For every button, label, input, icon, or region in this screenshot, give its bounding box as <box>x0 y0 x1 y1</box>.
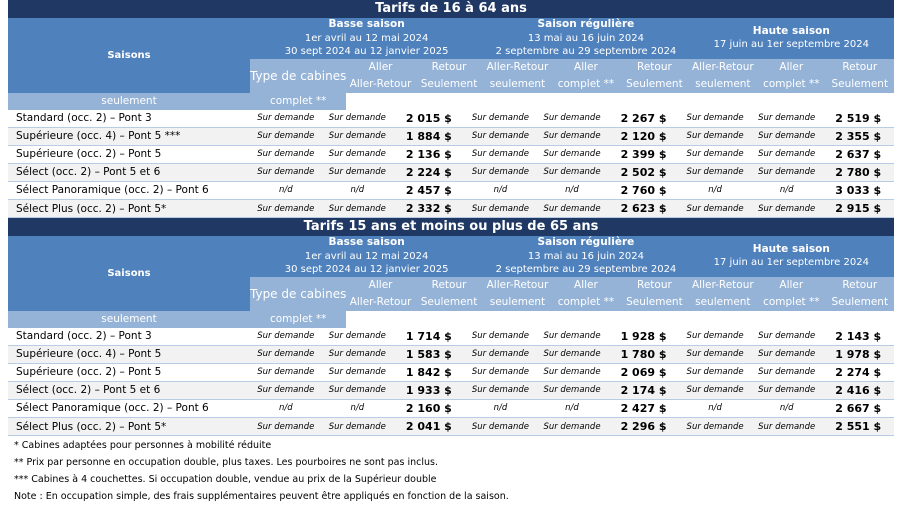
season-high: Haute saison 17 juin au 1er septembre 2024 <box>689 18 894 59</box>
price-cell: 2 224 $ <box>393 164 465 182</box>
table-row <box>8 382 894 400</box>
price-cell: 2 637 $ <box>822 146 894 164</box>
availability-cell: Sur demande <box>751 146 823 164</box>
availability-cell: Sur demande <box>679 128 751 146</box>
col-header-seulement: seulement <box>689 76 757 93</box>
price-cell: 2 296 $ <box>608 418 680 436</box>
cabin-type-cell: Supérieure (occ. 4) – Pont 5 <box>8 346 250 364</box>
availability-cell: Sur demande <box>322 418 394 436</box>
availability-cell: Sur demande <box>250 200 322 218</box>
cabin-type-cell: Supérieure (occ. 2) – Pont 5 <box>8 146 250 164</box>
col-header-aller-retour: Aller-Retour <box>346 76 414 93</box>
footnote: Note : En occupation simple, des frais supplémentaires peuvent être appliqués en fonction de la saison. <box>14 491 509 502</box>
col-header-seulement: Seulement <box>826 76 894 93</box>
table-row <box>8 146 894 164</box>
availability-cell: Sur demande <box>322 346 394 364</box>
price-cell: 2 457 $ <box>393 182 465 200</box>
price-cell: 2 760 $ <box>608 182 680 200</box>
availability-cell: Sur demande <box>679 200 751 218</box>
table-body-youth-senior <box>8 328 894 437</box>
price-cell: 2 502 $ <box>608 164 680 182</box>
availability-cell: Sur demande <box>250 164 322 182</box>
table-title: Tarifs 15 ans et moins ou plus de 65 ans <box>8 218 894 236</box>
col-header-retour: Retour <box>620 59 688 76</box>
col-header-seulement: seulement <box>483 294 551 311</box>
price-cell: 2 667 $ <box>822 400 894 418</box>
footnote: *** Cabines à 4 couchettes. Si occupation double, vendue au prix de la Supérieur double <box>14 474 437 485</box>
table-row <box>8 400 894 418</box>
availability-cell: Sur demande <box>751 164 823 182</box>
availability-cell: n/d <box>465 182 537 200</box>
availability-cell: Sur demande <box>751 364 823 382</box>
price-cell: 1 978 $ <box>822 346 894 364</box>
col-header-complet: complet ** <box>757 294 825 311</box>
availability-cell: Sur demande <box>536 328 608 346</box>
cabin-type-header: Type de cabines <box>250 59 346 93</box>
col-header-aller-retour: Aller-Retour <box>483 277 551 294</box>
availability-cell: n/d <box>679 182 751 200</box>
availability-cell: Sur demande <box>250 128 322 146</box>
season-low: Basse saison 1er avril au 12 mai 2024 30 sept 2024 au 12 janvier 2025 <box>250 18 483 59</box>
availability-cell: Sur demande <box>536 110 608 128</box>
seasons-label: Saisons <box>8 236 250 311</box>
availability-cell: Sur demande <box>465 364 537 382</box>
availability-cell: Sur demande <box>679 364 751 382</box>
footnote: ** Prix par personne en occupation double, plus taxes. Les pourboires ne sont pas inclus. <box>14 457 438 468</box>
cabin-type-header: Type de cabines <box>250 277 346 311</box>
col-header-seulement: seulement <box>8 93 250 110</box>
cabin-type-cell: Sélect (occ. 2) – Pont 5 et 6 <box>8 382 250 400</box>
col-header-aller: Aller <box>757 59 825 76</box>
availability-cell: Sur demande <box>322 110 394 128</box>
price-cell: 2 174 $ <box>608 382 680 400</box>
price-cell: 2 069 $ <box>608 364 680 382</box>
price-cell: 1 842 $ <box>393 364 465 382</box>
seasons-label: Saisons <box>8 18 250 93</box>
col-header-seulement: seulement <box>689 294 757 311</box>
availability-cell: Sur demande <box>322 382 394 400</box>
availability-cell: Sur demande <box>250 110 322 128</box>
availability-cell: Sur demande <box>679 328 751 346</box>
price-cell: 2 120 $ <box>608 128 680 146</box>
col-header-retour: Retour <box>415 277 483 294</box>
availability-cell: Sur demande <box>536 200 608 218</box>
price-cell: 2 780 $ <box>822 164 894 182</box>
col-header-retour: Retour <box>826 59 894 76</box>
cabin-type-cell: Supérieure (occ. 4) – Pont 5 *** <box>8 128 250 146</box>
col-header-aller: Aller <box>552 277 620 294</box>
col-header-complet: complet ** <box>552 294 620 311</box>
col-header-seulement: seulement <box>8 311 250 328</box>
col-header-seulement: Seulement <box>826 294 894 311</box>
col-header-complet: complet ** <box>757 76 825 93</box>
availability-cell: Sur demande <box>322 146 394 164</box>
availability-cell: Sur demande <box>322 128 394 146</box>
table-row <box>8 328 894 346</box>
price-cell: 2 399 $ <box>608 146 680 164</box>
availability-cell: Sur demande <box>536 146 608 164</box>
price-cell: 1 928 $ <box>608 328 680 346</box>
availability-cell: Sur demande <box>679 146 751 164</box>
availability-cell: Sur demande <box>536 164 608 182</box>
table-row <box>8 200 894 218</box>
availability-cell: Sur demande <box>465 128 537 146</box>
availability-cell: Sur demande <box>679 110 751 128</box>
table-row <box>8 128 894 146</box>
availability-cell: Sur demande <box>465 346 537 364</box>
availability-cell: n/d <box>751 400 823 418</box>
availability-cell: Sur demande <box>322 328 394 346</box>
col-header-seulement: Seulement <box>620 76 688 93</box>
col-header-aller-retour: Aller-Retour <box>689 59 757 76</box>
price-cell: 2 143 $ <box>822 328 894 346</box>
availability-cell: Sur demande <box>465 418 537 436</box>
season-low: Basse saison 1er avril au 12 mai 2024 30 sept 2024 au 12 janvier 2025 <box>250 236 483 277</box>
availability-cell: Sur demande <box>751 382 823 400</box>
col-header-aller: Aller <box>346 277 414 294</box>
availability-cell: Sur demande <box>465 382 537 400</box>
cabin-type-cell: Sélect Panoramique (occ. 2) – Pont 6 <box>8 400 250 418</box>
price-cell: 2 355 $ <box>822 128 894 146</box>
cabin-type-cell: Standard (occ. 2) – Pont 3 <box>8 328 250 346</box>
price-cell: 2 623 $ <box>608 200 680 218</box>
cabin-type-cell: Sélect Plus (occ. 2) – Pont 5* <box>8 200 250 218</box>
col-header-seulement: Seulement <box>415 294 483 311</box>
availability-cell: Sur demande <box>536 364 608 382</box>
availability-cell: Sur demande <box>751 110 823 128</box>
availability-cell: Sur demande <box>250 328 322 346</box>
price-cell: 1 714 $ <box>393 328 465 346</box>
availability-cell: Sur demande <box>751 328 823 346</box>
availability-cell: Sur demande <box>679 346 751 364</box>
table-row <box>8 364 894 382</box>
rate-table-youth-senior <box>8 218 894 328</box>
availability-cell: Sur demande <box>465 110 537 128</box>
price-cell: 2 041 $ <box>393 418 465 436</box>
price-cell: 1 780 $ <box>608 346 680 364</box>
cabin-type-cell: Standard (occ. 2) – Pont 3 <box>8 110 250 128</box>
table-row <box>8 182 894 200</box>
footnote: * Cabines adaptées pour personnes à mobilité réduite <box>14 440 272 451</box>
availability-cell: Sur demande <box>751 128 823 146</box>
price-cell: 1 884 $ <box>393 128 465 146</box>
table-row <box>8 418 894 436</box>
col-header-seulement: Seulement <box>620 294 688 311</box>
availability-cell: Sur demande <box>465 146 537 164</box>
availability-cell: Sur demande <box>536 346 608 364</box>
price-cell: 2 136 $ <box>393 146 465 164</box>
availability-cell: Sur demande <box>250 346 322 364</box>
price-cell: 1 933 $ <box>393 382 465 400</box>
price-cell: 2 416 $ <box>822 382 894 400</box>
col-header-aller: Aller <box>346 59 414 76</box>
col-header-aller-retour: Aller-Retour <box>689 277 757 294</box>
price-cell: 2 015 $ <box>393 110 465 128</box>
table-row <box>8 164 894 182</box>
col-header-retour: Retour <box>620 277 688 294</box>
availability-cell: Sur demande <box>465 164 537 182</box>
availability-cell: n/d <box>322 182 394 200</box>
availability-cell: Sur demande <box>536 128 608 146</box>
footnotes <box>14 437 509 505</box>
availability-cell: Sur demande <box>679 382 751 400</box>
price-cell: 2 267 $ <box>608 110 680 128</box>
availability-cell: n/d <box>679 400 751 418</box>
table-row <box>8 346 894 364</box>
availability-cell: n/d <box>751 182 823 200</box>
cabin-type-cell: Sélect (occ. 2) – Pont 5 et 6 <box>8 164 250 182</box>
season-high: Haute saison 17 juin au 1er septembre 2024 <box>689 236 894 277</box>
col-header-retour: Retour <box>415 59 483 76</box>
availability-cell: n/d <box>322 400 394 418</box>
availability-cell: Sur demande <box>751 200 823 218</box>
price-cell: 1 583 $ <box>393 346 465 364</box>
col-header-aller: Aller <box>552 59 620 76</box>
col-header-aller-retour: Aller-Retour <box>346 294 414 311</box>
cabin-type-cell: Supérieure (occ. 2) – Pont 5 <box>8 364 250 382</box>
availability-cell: Sur demande <box>679 418 751 436</box>
price-cell: 2 427 $ <box>608 400 680 418</box>
cabin-type-cell: Sélect Plus (occ. 2) – Pont 5* <box>8 418 250 436</box>
season-regular: Saison régulière 13 mai au 16 juin 2024 2 septembre au 29 septembre 2024 <box>483 18 688 59</box>
col-header-complet: complet ** <box>250 311 346 328</box>
col-header-seulement: Seulement <box>415 76 483 93</box>
availability-cell: Sur demande <box>322 164 394 182</box>
col-header-aller-retour: Aller-Retour <box>483 59 551 76</box>
col-header-retour: Retour <box>826 277 894 294</box>
price-cell: 2 551 $ <box>822 418 894 436</box>
availability-cell: Sur demande <box>322 200 394 218</box>
availability-cell: n/d <box>536 182 608 200</box>
availability-cell: Sur demande <box>465 328 537 346</box>
availability-cell: Sur demande <box>751 418 823 436</box>
cabin-type-cell: Sélect Panoramique (occ. 2) – Pont 6 <box>8 182 250 200</box>
availability-cell: Sur demande <box>679 164 751 182</box>
availability-cell: Sur demande <box>250 418 322 436</box>
season-regular: Saison régulière 13 mai au 16 juin 2024 2 septembre au 29 septembre 2024 <box>483 236 688 277</box>
table-row <box>8 110 894 128</box>
availability-cell: n/d <box>250 400 322 418</box>
price-cell: 2 332 $ <box>393 200 465 218</box>
availability-cell: n/d <box>465 400 537 418</box>
table-title: Tarifs de 16 à 64 ans <box>8 0 894 18</box>
rate-tables <box>8 0 894 436</box>
availability-cell: Sur demande <box>536 382 608 400</box>
col-header-complet: complet ** <box>552 76 620 93</box>
price-cell: 2 160 $ <box>393 400 465 418</box>
price-cell: 3 033 $ <box>822 182 894 200</box>
availability-cell: Sur demande <box>751 346 823 364</box>
price-cell: 2 915 $ <box>822 200 894 218</box>
availability-cell: Sur demande <box>322 364 394 382</box>
availability-cell: Sur demande <box>465 200 537 218</box>
availability-cell: n/d <box>536 400 608 418</box>
availability-cell: Sur demande <box>250 364 322 382</box>
price-cell: 2 519 $ <box>822 110 894 128</box>
col-header-aller: Aller <box>757 277 825 294</box>
col-header-seulement: seulement <box>483 76 551 93</box>
availability-cell: Sur demande <box>536 418 608 436</box>
price-cell: 2 274 $ <box>822 364 894 382</box>
availability-cell: n/d <box>250 182 322 200</box>
col-header-complet: complet ** <box>250 93 346 110</box>
availability-cell: Sur demande <box>250 146 322 164</box>
availability-cell: Sur demande <box>250 382 322 400</box>
table-body-adults <box>8 110 894 219</box>
rate-table-adults <box>8 0 894 110</box>
